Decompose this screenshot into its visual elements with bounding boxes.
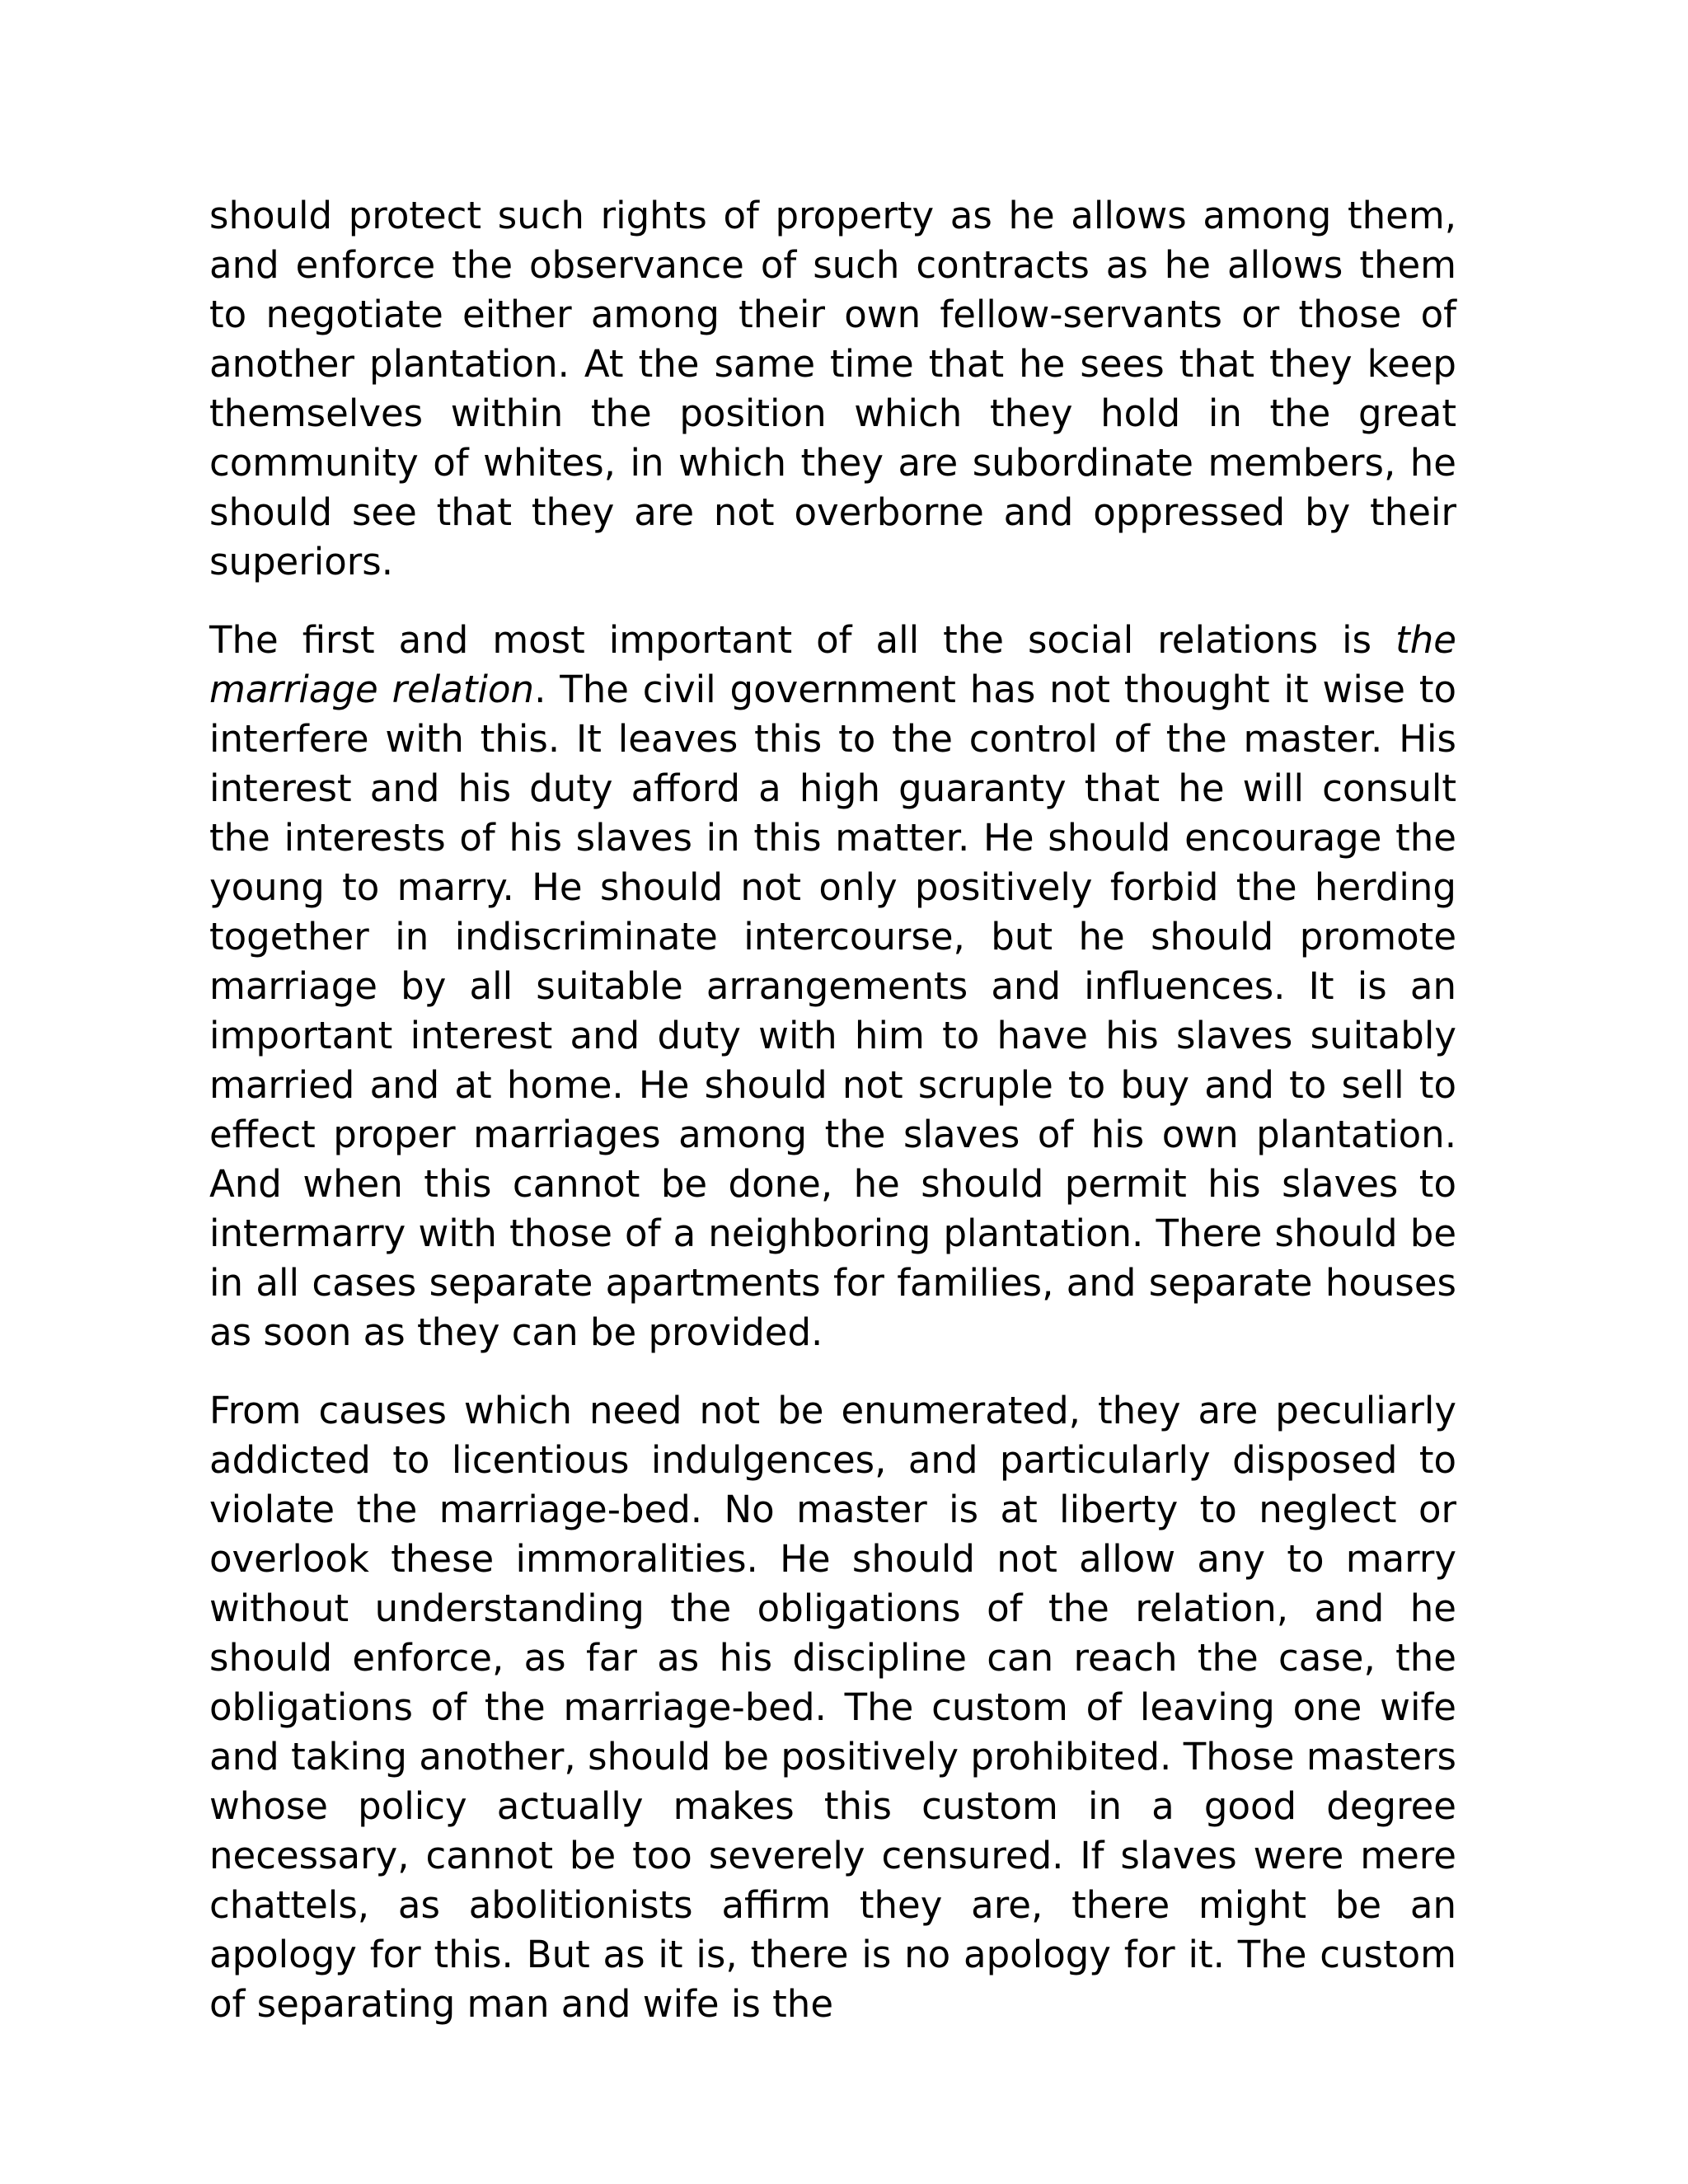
paragraph-text-before-emphasis: The first and most important of all the social relations is bbox=[209, 618, 1396, 662]
paragraph-immoralities: From causes which need not be enumerated, they are peculiarly addicted to licentious indulgences, and particularly disposed to violate the marriage-bed. No master is at liberty to neglect or overlook these immoralities. He should not allow any to marry without understanding the obligations of the relation, and he should enforce, as far as his discipline can reach the case, the obligations of the marriage-bed. The custom of leaving one wife and taking another, should be positively prohibited. Those masters whose policy actually makes this custom in a good degree necessary, cannot be too severely censured. If slaves were mere chattels, as abolitionists affirm they are, there might be an apology for this. But as it is, there is no apology for it. The custom of separating man and wife is the bbox=[209, 1389, 1456, 2026]
paragraph-marriage-relation bbox=[209, 616, 1456, 1357]
document-page bbox=[209, 191, 1456, 2029]
paragraph-text-after-emphasis: . The civil government has not thought it wise to interfere with this. It leaves this to the control of the master. His interest and his duty afford a high guaranty that he will consult the interests of his slaves in this matter. He should encourage the young to marry. He should not only positively forbid the herding together in indiscriminate intercourse, but he should promote marriage by all suitable arrangements and influences. It is an important interest and duty with him to have his slaves suitably married and at home. He should not scruple to buy and to sell to effect proper marriages among the slaves of his own plantation. And when this cannot be done, he should permit his slaves to intermarry with those of a neighboring plantation. There should be in all cases separate apartments for families, and separate houses as soon as they can be provided. bbox=[209, 668, 1456, 1354]
emphasized-phrase: the marriage relation bbox=[209, 618, 1456, 711]
paragraph-property-rights: should protect such rights of property as he allows among them, and enforce the observance of such contracts as he allows them to negotiate either among their own fellow-servants or those of another plantation. At the same time that he sees that they keep themselves within the position which they hold in the great community of whites, in which they are subordinate members, he should see that they are not overborne and oppressed by their superiors. bbox=[209, 194, 1456, 583]
